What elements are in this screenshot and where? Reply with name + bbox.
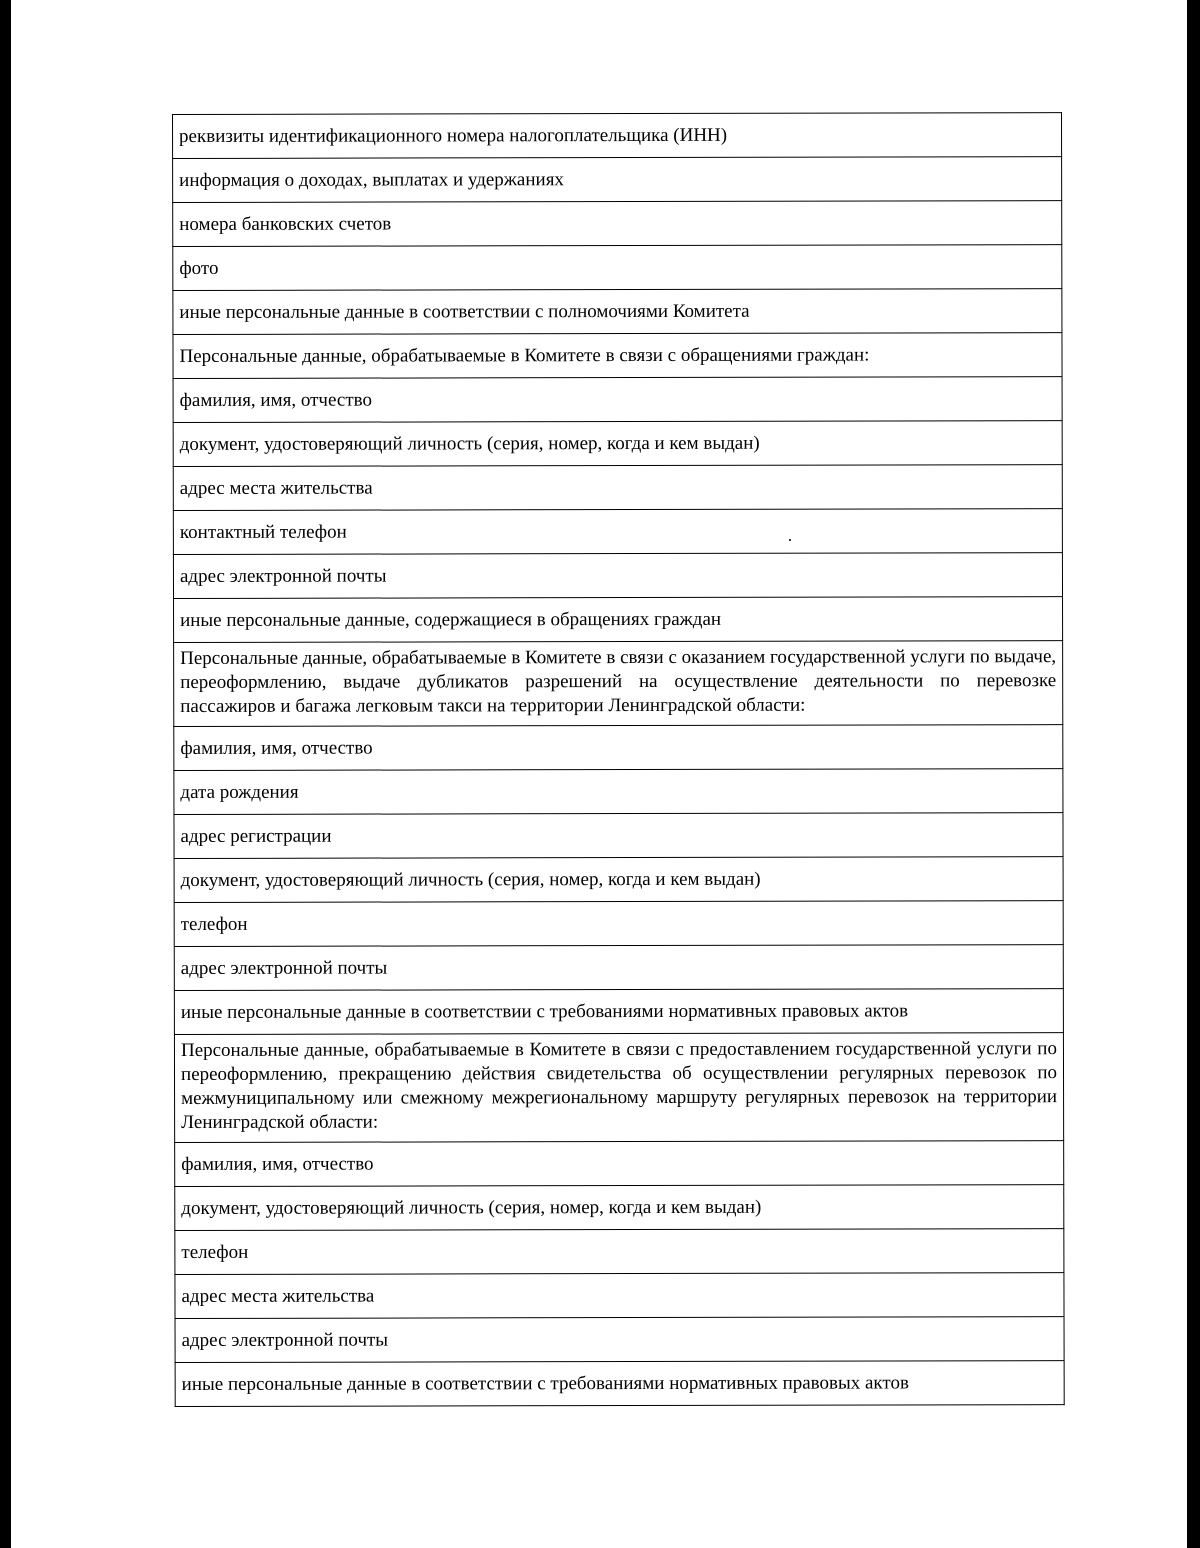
table-row [174, 769, 1063, 815]
table-row [175, 1273, 1064, 1319]
table-cell: фамилия, имя, отчество [173, 377, 1062, 423]
table-row [173, 245, 1062, 291]
table-cell: адрес места жительства [175, 1273, 1064, 1319]
section-heading-cell: Персональные данные, обрабатываемые в Комитете в связи с оказанием государственной услуги по выдаче, переоформлению, выдаче дубликатов разрешений на осуществление деятельности по перевозке пассажиров и багажа легковым такси на территории Ленинградской области: [174, 641, 1063, 727]
table-row [173, 157, 1062, 203]
table-cell: иные персональные данные в соответствии с требованиями нормативных правовых актов [174, 989, 1063, 1035]
table-cell: реквизиты идентификационного номера налогоплательщика (ИНН) [173, 113, 1062, 159]
table-row [174, 857, 1063, 903]
table-row [173, 553, 1062, 599]
table-row [173, 509, 1062, 555]
table-row [173, 289, 1062, 335]
table-cell: адрес электронной почты [173, 553, 1062, 599]
table-row [173, 113, 1062, 159]
table-row [173, 377, 1062, 423]
table-row [175, 1361, 1064, 1407]
section-heading-cell: Персональные данные, обрабатываемые в Комитете в связи с обращениями граждан: [173, 333, 1062, 379]
table-cell: адрес электронной почты [174, 945, 1063, 991]
table-cell: иные персональные данные в соответствии с полномочиями Комитета [173, 289, 1062, 335]
table-cell: номера банковских счетов [173, 201, 1062, 247]
table-row [174, 597, 1063, 643]
table-cell: адрес регистрации [174, 813, 1063, 859]
table-row [174, 813, 1063, 859]
table-cell: иные персональные данные, содержащиеся в обращениях граждан [174, 597, 1063, 643]
table-cell: документ, удостоверяющий личность (серия, номер, когда и кем выдан) [174, 857, 1063, 903]
table-cell: фото [173, 245, 1062, 291]
personal-data-table [172, 112, 1065, 1407]
table-cell: адрес электронной почты [175, 1317, 1064, 1363]
table-row [175, 1185, 1064, 1231]
table-row [173, 421, 1062, 467]
section-heading-row [174, 641, 1063, 727]
table-row [175, 1317, 1064, 1363]
table-row [175, 1141, 1064, 1187]
table-cell: информация о доходах, выплатах и удержаниях [173, 157, 1062, 203]
table-row [173, 201, 1062, 247]
table-cell: адрес места жительства [173, 465, 1062, 511]
table-row [174, 725, 1063, 771]
table-cell: телефон [174, 901, 1063, 947]
scan-border-left [0, 0, 11, 1548]
section-heading-cell: Персональные данные, обрабатываемые в Комитете в связи с предоставлением государственной услуги по переоформлению, прекращению действия свидетельства об осуществлении регулярных перевозок по межмуниципальному или смежному межрегиональному маршруту регулярных перевозок на территории Ленинградской области: [174, 1033, 1063, 1143]
table-cell: документ, удостоверяющий личность (серия, номер, когда и кем выдан) [175, 1185, 1064, 1231]
section-heading-row [174, 1033, 1063, 1143]
table-row [175, 1229, 1064, 1275]
section-heading-row [173, 333, 1062, 379]
table-row [174, 989, 1063, 1035]
table-row [173, 465, 1062, 511]
table-row [174, 901, 1063, 947]
table-cell: дата рождения [174, 769, 1063, 815]
table-cell: документ, удостоверяющий личность (серия, номер, когда и кем выдан) [173, 421, 1062, 467]
table-cell: телефон [175, 1229, 1064, 1275]
table-cell: контактный телефон [173, 509, 1062, 555]
table-cell: иные персональные данные в соответствии с требованиями нормативных правовых актов [175, 1361, 1064, 1407]
table-cell: фамилия, имя, отчество [175, 1141, 1064, 1187]
scan-border-right [1187, 0, 1200, 1548]
table-row [174, 945, 1063, 991]
table-cell: фамилия, имя, отчество [174, 725, 1063, 771]
